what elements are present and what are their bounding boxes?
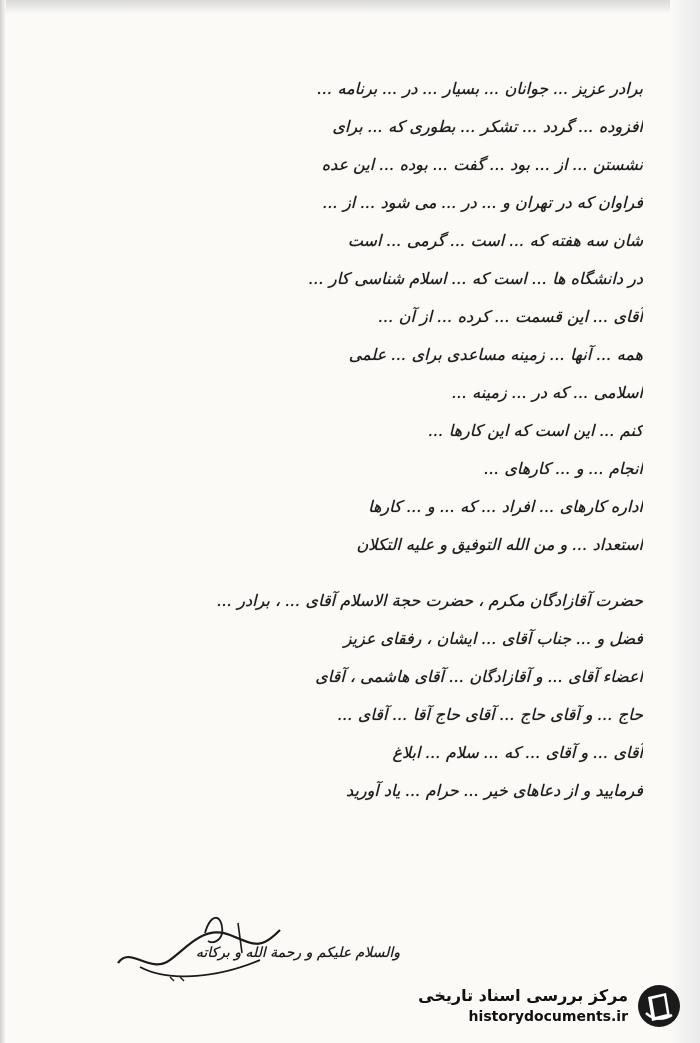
watermark-url: historydocuments.ir (468, 1009, 628, 1025)
letter-line: افزوده ... گردد ... تشکر ... بطوری که ... برای (332, 117, 643, 136)
letter-line: اداره کارهای ... افراد ... که ... و ... کارها (368, 497, 643, 516)
watermark-title: مرکز بررسی اسناد تاریخی (418, 986, 628, 1005)
letter-line: برادر عزیز ... جوانان ... بسیار ... در ... برنامه ... (317, 79, 643, 98)
top-shadow (0, 0, 700, 14)
letter-body (58, 70, 643, 810)
letter-line: فضل و ... جناب آقای ... ایشان ، رفقای عزیز (343, 629, 643, 648)
letter-line: انجام ... و ... کارهای ... (484, 459, 643, 478)
letter-line: حضرت آقازادگان مکرم ، حضرت حجة الاسلام آقای ... ، برادر ... (216, 591, 643, 610)
letter-line: در دانشگاه ها ... است که ... اسلام شناسی کار ... (308, 269, 643, 288)
archive-watermark (418, 978, 682, 1034)
closing-salutation: والسلام علیکم و رحمة الله و برکاته (195, 945, 400, 961)
letter-line: شان سه هفته که ... است ... گرمی ... است (347, 231, 643, 250)
letter-line: آقای ... و آقای ... که ... سلام ... ابلاغ (392, 743, 643, 762)
letter-line: اسلامی ... که در ... زمینه ... (451, 383, 643, 402)
letter-line: اعضاء آقای ... و آقازادگان ... آقای هاشمی ، آقای (315, 667, 643, 686)
letter-line: استعداد ... و من الله التوفیق و علیه التکلان (356, 535, 643, 554)
letter-line: فراوان که در تهران و ... در ... می شود ... از ... (322, 193, 643, 212)
watermark-text (418, 985, 628, 1027)
left-edge (0, 0, 6, 1043)
letter-line: کنم ... این است که این کارها ... (428, 421, 643, 440)
archive-logo-icon (636, 983, 682, 1029)
letter-line: فرمایید و از دعاهای خیر ... حرام ... یاد آورید (346, 781, 643, 800)
letter-line: آقای ... این قسمت ... کرده ... از آن ... (378, 307, 643, 326)
right-edge (670, 0, 700, 1043)
letter-line: همه ... آنها ... زمینه مساعدی برای ... علمی (348, 345, 643, 364)
letter-line: حاج ... و آقای حاج ... آقای حاج آقا ... آقای ... (337, 705, 643, 724)
letter-line: نشستن ... از ... بود ... گفت ... بوده ... این عده (321, 155, 643, 174)
paragraph-gap (58, 564, 643, 582)
